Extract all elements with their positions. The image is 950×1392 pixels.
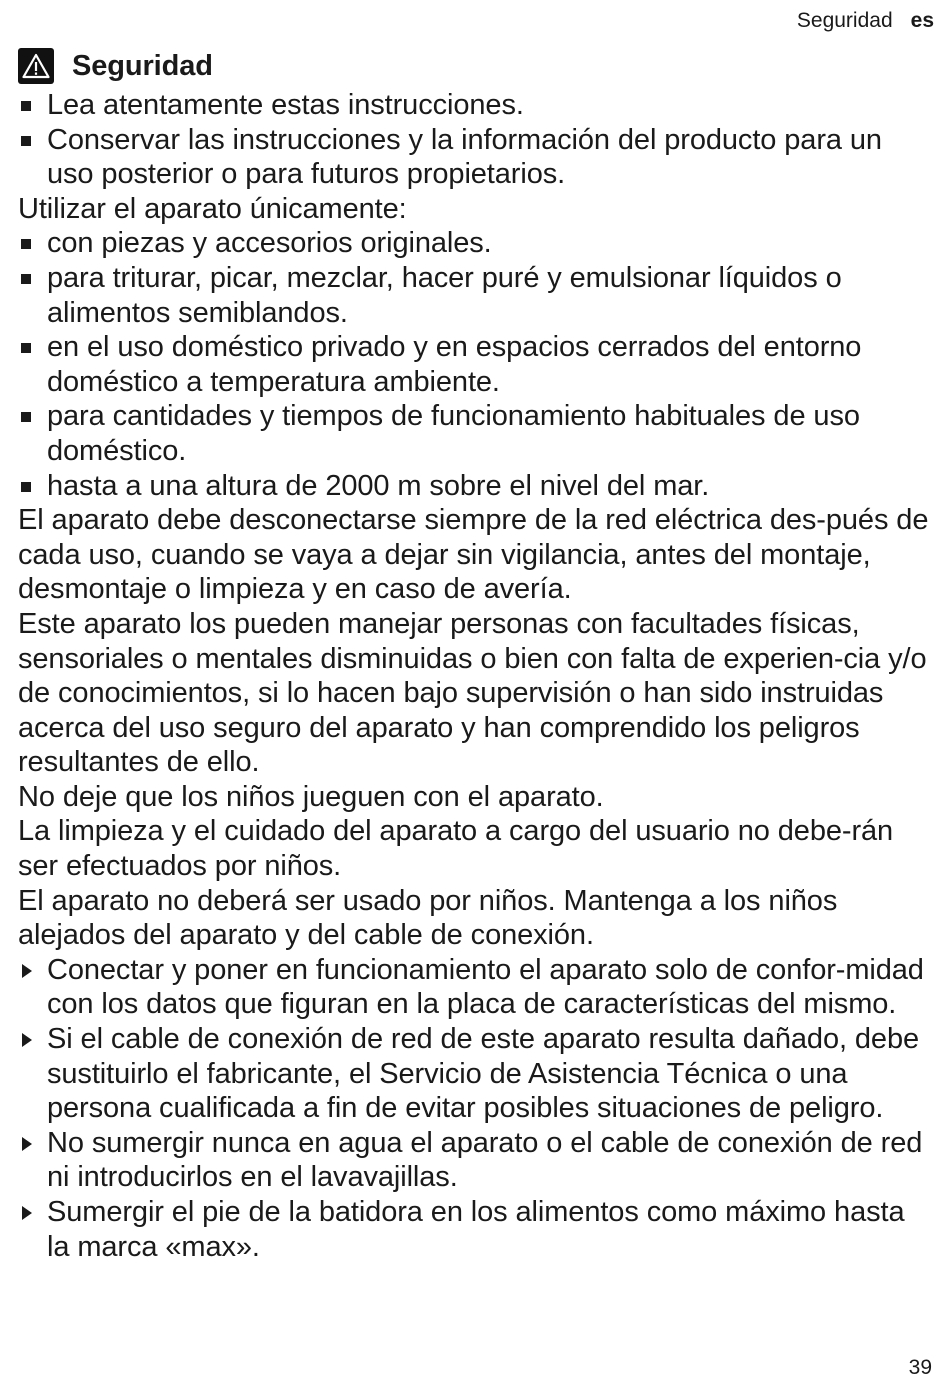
section-heading [18, 46, 933, 86]
page-content [18, 46, 933, 1264]
action-item: Sumergir el pie de la batidora en los alimentos como máximo hasta la marca «max». [18, 1195, 933, 1264]
list-item: hasta a una altura de 2000 m sobre el nivel del mar. [18, 469, 933, 504]
paragraph: El aparato no deberá ser usado por niños. Mantenga a los niños alejados del aparato y del cable de conexión. [18, 884, 838, 952]
square-bullet-icon [21, 412, 31, 422]
paragraph: La limpieza y el cuidado del aparato a cargo del usuario no debe-rán ser efectuados por niños. [18, 815, 894, 883]
action-list [18, 953, 933, 1264]
triangle-bullet-icon [22, 1137, 32, 1151]
paragraph: No deje que los niños jueguen con el aparato. [18, 780, 604, 813]
list-item: con piezas y accesorios originales. [18, 226, 933, 261]
square-bullet-icon [21, 136, 31, 146]
header-section: Seguridad [796, 9, 893, 32]
square-bullet-icon [21, 482, 31, 492]
use-list [18, 226, 933, 503]
header-language: es [910, 9, 934, 32]
intro-list [18, 88, 933, 192]
paragraph: El aparato debe desconectarse siempre de la red eléctrica des-pués de cada uso, cuando se vaya a dejar sin vigilancia, antes del montaje, desmontaje o limpieza y en caso de avería. [18, 504, 929, 606]
use-lead: Utilizar el aparato únicamente: [18, 192, 407, 225]
paragraph: Este aparato los pueden manejar personas con facultades físicas, sensoriales o mentales disminuidas o bien con falta de experien-cia y/o de conocimientos, si lo hacen bajo supervisión o han sido instruidas acerca del uso seguro del aparato y han comprendido los peligros resultantes de ello. [18, 607, 927, 779]
list-item: Conservar las instrucciones y la información del producto para un uso posterior o para futuros propietarios. [18, 123, 933, 192]
action-item: Conectar y poner en funcionamiento el aparato solo de confor-midad con los datos que figuran en la placa de características del mismo. [18, 953, 933, 1022]
list-item: Lea atentamente estas instrucciones. [18, 88, 933, 123]
action-item: No sumergir nunca en agua el aparato o el cable de conexión de red ni introducirlos en el lavavajillas. [18, 1126, 933, 1195]
square-bullet-icon [21, 239, 31, 249]
triangle-bullet-icon [22, 1206, 32, 1220]
triangle-bullet-icon [22, 1033, 32, 1047]
action-item: Si el cable de conexión de red de este aparato resulta dañado, debe sustituirlo el fabricante, el Servicio de Asistencia Técnica o una persona cualificada a fin de evitar posibles situaciones de peligro. [18, 1022, 933, 1126]
list-item: para triturar, picar, mezclar, hacer puré y emulsionar líquidos o alimentos semiblandos. [18, 261, 933, 330]
square-bullet-icon [21, 274, 31, 284]
page-title: Seguridad [72, 49, 213, 82]
running-header [797, 8, 934, 34]
warning-triangle-icon [18, 48, 54, 84]
square-bullet-icon [21, 101, 31, 111]
list-item: para cantidades y tiempos de funcionamiento habituales de uso doméstico. [18, 399, 933, 468]
square-bullet-icon [21, 343, 31, 353]
page-number: 39 [908, 1356, 932, 1379]
list-item: en el uso doméstico privado y en espacios cerrados del entorno doméstico a temperatura ambiente. [18, 330, 933, 399]
triangle-bullet-icon [22, 964, 32, 978]
